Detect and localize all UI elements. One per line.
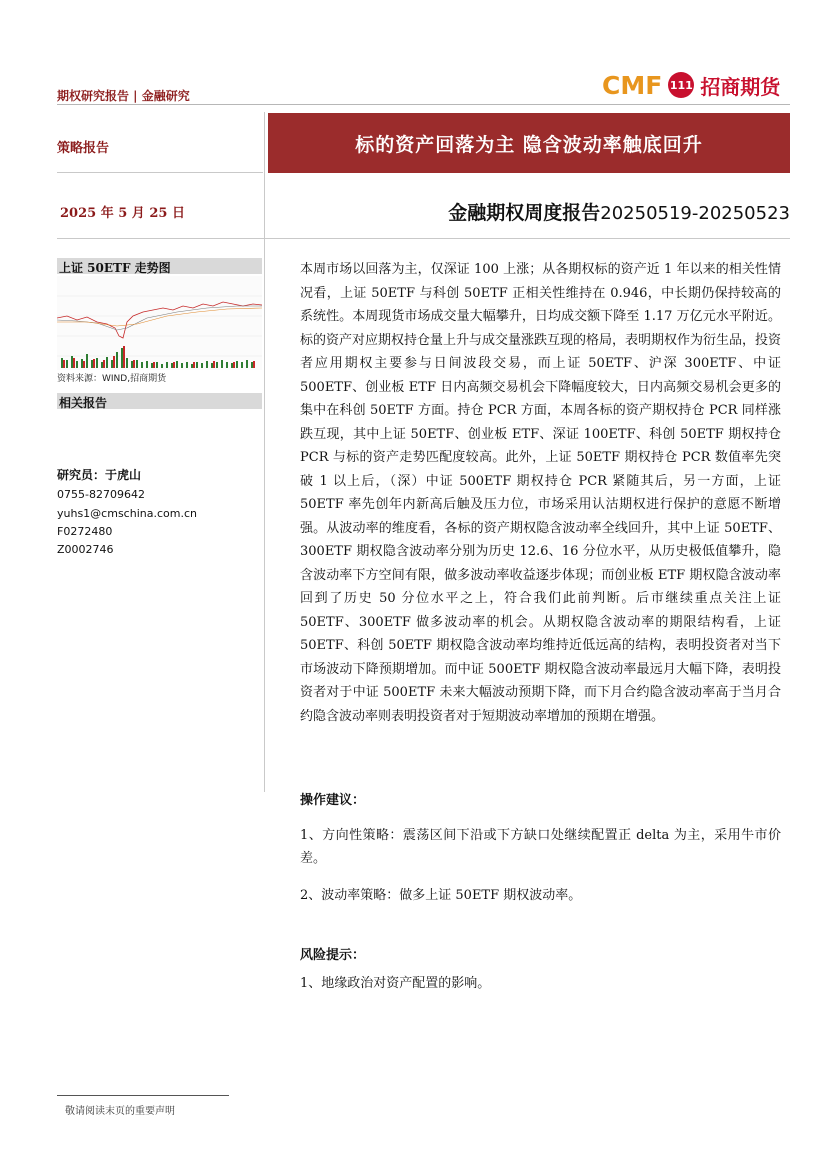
subtitle-text: 金融期权周度报告 — [448, 202, 601, 224]
report-category: 策略报告 — [57, 141, 110, 156]
logo-chinese-name: 招商期货 — [700, 74, 781, 99]
summary-paragraph: 本周市场以回落为主，仅深证 100 上涨；从各期权标的资产近 1 年以来的相关性情况看，上证 50ETF 与科创 50ETF 正相关性维持在 0.946，中长期仍保持较高的系统性。本周现货市场成交量大幅攀升，日均成交额下降至 1.17 万亿元水平附近。标的资产对应期权持仓量上升与成交量涨跌互现的格局，表明期权作为衍生品，投资者应用期权主要参与日间波段交易，而上证 50ETF、沪深 300ETF、中证 500ETF、创业板 ETF 日内高频交易机会下降幅度较大，日内高频交易机会更多的集中在科创 50ETF 方面。持仓 PCR 方面，本周各标的资产期权持仓 PCR 同样涨跌互现，其中上证 50ETF、创业板 ETF、深证 100ETF、科创 50ETF 期权持仓 PCR 与标的资产走势匹配度较高。此外，上证 50ETF 期权持仓 PCR 数值率先突破 1 以上后，（深）中证 500ETF 期权持仓 PCR 紧随其后，另一方面，上证 50ETF 率先创年内新高后触及压力位，市场采用认沽期权进行保护的意愿不断增强。从波动率的维度看，各标的资产期权隐含波动率全线回升，其中上证 50ETF、300ETF 期权隐含波动率分别为历史 12.6、16 分位水平，从历史极低值攀升，隐含波动率下方空间有限，做多波动率收益逐步体现；而创业板 ETF 期权隐含波动率回到了历史 50 分位水平之上，符合我们此前判断。后市继续重点关注上证 50ETF、300ETF 做多波动率的机会。从期权隐含波动率的期限结构看，上证 50ETF、科创 50ETF 期权隐含波动率均维持近低远高的结构，表明投资者对当下市场波动下降预期增加。而中证 500ETF 期权隐含波动率最远月大幅下降，表明投资者对于中证 500ETF 未来大幅波动预期下降，而下月合约隐含波动率高于当月合约隐含波动率则表明投资者对于短期波动率增加的预期在增强。 — [300, 262, 782, 724]
header-divider — [57, 104, 790, 105]
column-divider — [264, 112, 265, 792]
report-subtitle — [448, 198, 790, 225]
analyst-phone: 0755-82709642 — [57, 488, 145, 501]
footer-divider — [57, 1095, 229, 1096]
chart-title: 上证 50ETF 走势图 — [57, 258, 262, 274]
etf-trend-chart — [57, 276, 262, 370]
advice-item-2: 2、波动率策略：做多上证 50ETF 期权波动率。 — [300, 888, 582, 903]
report-date: 2025 年 5 月 25 日 — [60, 206, 185, 221]
analyst-email[interactable]: yuhs1@cmschina.com.cn — [57, 507, 197, 520]
subtitle-divider — [57, 238, 790, 239]
subtitle-period: 20250519-20250523 — [600, 203, 790, 224]
analyst-cert-f: F0272480 — [57, 525, 113, 538]
logo-badge-icon: 111 — [668, 72, 694, 98]
advice-heading: 操作建议： — [300, 793, 366, 808]
volume-bars — [61, 348, 253, 368]
analyst-name: 研究员：于虎山 — [57, 468, 142, 482]
company-logo — [602, 70, 780, 100]
report-title-banner: 标的资产回落为主 隐含波动率触底回升 — [268, 113, 790, 173]
analyst-cert-z: Z0002746 — [57, 543, 114, 556]
price-line — [57, 302, 262, 338]
category-divider — [57, 172, 263, 173]
report-type-label: 期权研究报告 | 金融研究 — [57, 89, 190, 103]
risk-heading: 风险提示： — [300, 948, 366, 963]
related-reports-heading: 相关报告 — [57, 393, 262, 409]
advice-item-1: 1、方向性策略：震荡区间下沿或下方缺口处继续配置正 delta 为主，采用牛市价差。 — [300, 828, 781, 866]
logo-cmf-text: CMF — [602, 70, 663, 100]
disclaimer-note: 敬请阅读末页的重要声明 — [65, 1106, 175, 1117]
chart-source: 资料来源：WIND,招商期货 — [57, 374, 167, 384]
risk-item-1: 1、地缘政治对资产配置的影响。 — [300, 976, 491, 991]
